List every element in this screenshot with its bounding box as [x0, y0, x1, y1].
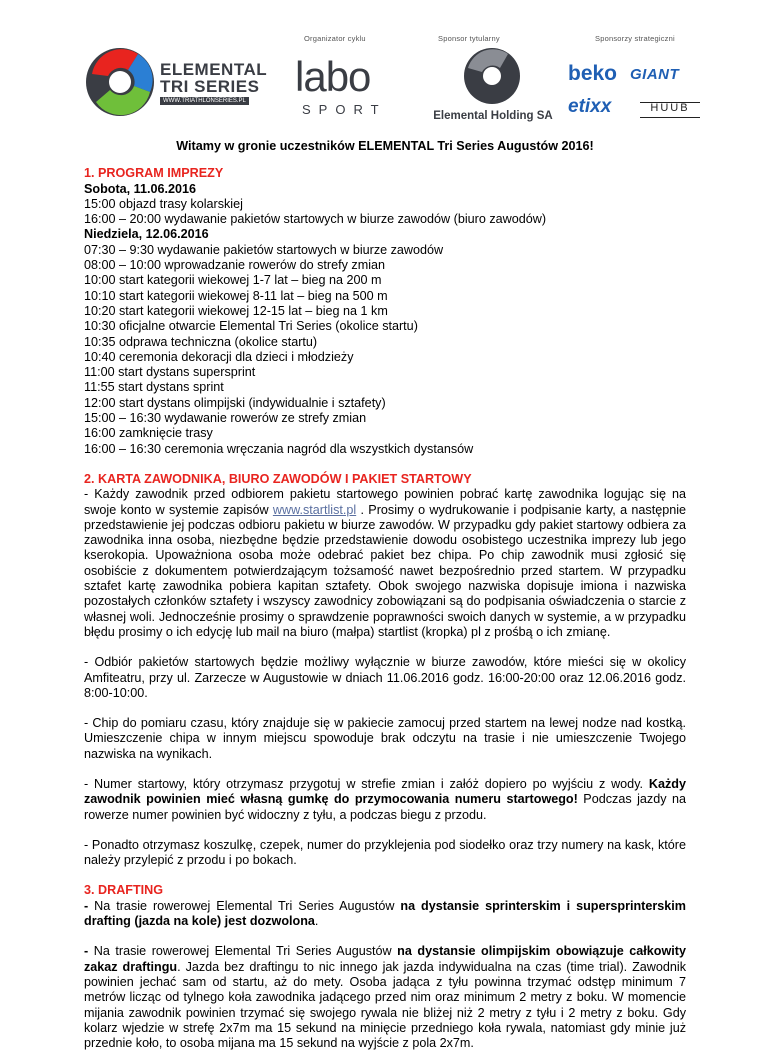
holding-emblem-icon [418, 46, 568, 106]
organizer-caption: Organizator cyklu [304, 34, 366, 43]
startlist-link[interactable]: www.startlist.pl [272, 502, 357, 517]
beko-logo: beko [568, 62, 618, 85]
labo-sport-logo [292, 53, 387, 124]
schedule-item: 10:10 start kategorii wiekowej 8-11 lat – bieg na 500 m [84, 288, 388, 303]
paragraph-athlete-card: - Każdy zawodnik przed odbiorem pakietu startowego powinien pobrać kartę zawodnika logując się na swoje konto w systemie zapisów www.startlist.pl . Prosimy o wydrukowanie i podpisanie karty, a następnie przedstawienie jej podczas odbioru pakietu w biurze zawodów. W przypadku gdy pakiet startowy odbiera za zawodnika inna osoba, niezbędne będzie przedstawienie dowodu osobistego uczestnika imprezy lub jego kserokopia. Upoważniona osoba może odebrać pakiet bez chipa. Po chip zawodnik musi zgłosić się osobiście z dokumentem potwierdzającym tożsamość nawet bezpośrednio przed startem. W przypadku sztafet kartę zawodnika pobiera kapitan sztafety. Obok swojego nazwiska dopisuje imiona i nazwiska pozostałych członków sztafety i wszyscy zawodnicy zobowiązani są do podpisania oświadczenia o starcie z własnej woli. Jednocześnie prosimy o sprawdzenie poprawności swoich danych w systemie, a w przypadku błędu prosimy o ich edycję lub mail na biuro (małpa) startlist (kropka) pl z prośbą o ich zmianę. [84, 487, 687, 639]
labo-wordmark: labo [295, 53, 371, 100]
giant-logo: GIANT [630, 66, 680, 83]
schedule-item: 16:00 zamknięcie trasy [84, 426, 213, 441]
schedule-item: 15:00 – 16:30 wydawanie rowerów ze strefy zmian [84, 411, 367, 426]
elemental-tri-series-logo [82, 44, 268, 124]
paragraph-package-pickup: - Odbiór pakietów startowych będzie możliwy wyłącznie w biurze zawodów, które mieści się w okolicy Amfiteatru, przy ul. Zarzecze w Augustowie w dniach 11.06.2016 godz. 16:00-20:00 oraz 12.06.2016 godz. 8:00-10:00. [84, 655, 686, 700]
sponsor-caption: Sponsor tytularny [438, 34, 500, 43]
sponsor-header [0, 0, 768, 130]
schedule-item: 11:00 start dystans supersprint [84, 365, 256, 380]
section-heading-program: 1. PROGRAM IMPREZY [84, 166, 224, 181]
paragraph-start-number: - Numer startowy, który otrzymasz przygotuj w strefie zmian i załóż dopiero po wyjściu z wody. Każdy zawodnik powinien mieć własną gumkę do przymocowania numeru startowego! Podczas jazdy na rowerze numer powinien być widoczny z tyłu, a podczas biegu z przodu. [84, 776, 686, 822]
schedule-item: 16:00 – 20:00 wydawanie pakietów startowych w biurze zawodów (biuro zawodów) [84, 212, 547, 227]
elemental-url: WWW.TRIATHLONSERIES.PL [160, 97, 249, 105]
holding-wordmark: Elemental Holding SA [433, 110, 553, 122]
huub-logo: HUUB [640, 102, 700, 118]
paragraph-extras: - Ponadto otrzymasz koszulkę, czepek, numer do przyklejenia pod siodełko oraz trzy numery na kask, które należy przylepić z przodu i po bokach. [84, 837, 686, 868]
schedule-item: 10:35 odprawa techniczna (okolice startu) [84, 334, 318, 349]
paragraph-chip: - Chip do pomiaru czasu, który znajduje się w pakiecie zamocuj przed startem na lewej nodze nad kostką. Umieszczenie chipa w innym miejscu spowoduje brak odczytu na trasie i nie umieszczenie Twojego nazwiska na wynikach. [84, 716, 686, 761]
schedule-item: 07:30 – 9:30 wydawanie pakietów startowych w biurze zawodów [84, 242, 444, 257]
day-sunday: Niedziela, 12.06.2016 [84, 227, 209, 242]
schedule-item: 10:20 start kategorii wiekowej 12-15 lat – bieg na 1 km [84, 303, 388, 318]
schedule-item: 16:00 – 16:30 ceremonia wręczania nagród dla wszystkich dystansów [84, 441, 474, 456]
schedule-item: 11:55 start dystans sprint [84, 380, 224, 395]
sport-wordmark: SPORT [302, 102, 387, 117]
schedule-item: 15:00 objazd trasy kolarskiej [84, 196, 243, 211]
strategic-caption: Sponsorzy strategiczni [595, 34, 675, 43]
section-heading-registration: 2. KARTA ZAWODNIKA, BIURO ZAWODÓW I PAKIET STARTOWY [84, 471, 472, 486]
schedule-item: 12:00 start dystans olimpijski (indywidualnie i sztafety) [84, 395, 386, 410]
etixx-logo: etixx [568, 96, 612, 117]
schedule-item: 10:40 ceremonia dekoracji dla dzieci i młodzieży [84, 349, 354, 364]
schedule-item: 08:00 – 10:00 wprowadzanie rowerów do strefy zmian [84, 258, 386, 273]
schedule-item: 10:00 start kategorii wiekowej 1-7 lat – bieg na 200 m [84, 273, 382, 288]
elemental-holding-logo [418, 46, 568, 130]
document-body [84, 139, 686, 1051]
schedule-item: 10:30 oficjalne otwarcie Elemental Tri Series (okolice startu) [84, 319, 418, 334]
elemental-wordmark: ELEMENTAL [160, 60, 268, 79]
page-title: Witamy w gronie uczestników ELEMENTAL Tri Series Augustów 2016! [176, 139, 594, 153]
section-heading-drafting: 3. DRAFTING [84, 883, 164, 898]
paragraph-drafting-ban: - Na trasie rowerowej Elemental Tri Series Augustów na dystansie olimpijskim obowiązuje całkowity zakaz draftingu. Jazda bez draftingu to nic innego jak jazda indywidualna na czas (time trial). Zawodnik powinien jechać sam od startu, aż do mety. Osoba jadąca z tyłu powinna trzymać odstęp minimum 7 metrów licząc od tylnego koła zawodnika jadącego przed nim oraz minimum 2 metry z boku. W momencie mijania zawodnik powinien trzymać się swojego rywala nie bliżej niż 2 metry z tyłu i 2 metry z boku. Gdy kolarz wjedzie w strefę 2x7m ma 15 sekund na minięcie przedniego koła rywala, natomiast gdy minie już przednie koło, to osoba mijana ma 15 sekund na wyjście z pola 2x7m. [84, 944, 686, 1051]
day-saturday: Sobota, 11.06.2016 [84, 181, 197, 196]
paragraph-drafting-allowed: - Na trasie rowerowej Elemental Tri Series Augustów na dystansie sprinterskim i supersprinterskim drafting (jazda na kole) jest dozwolona. [84, 898, 686, 929]
tri-series-wordmark: TRI SERIES [160, 77, 260, 96]
